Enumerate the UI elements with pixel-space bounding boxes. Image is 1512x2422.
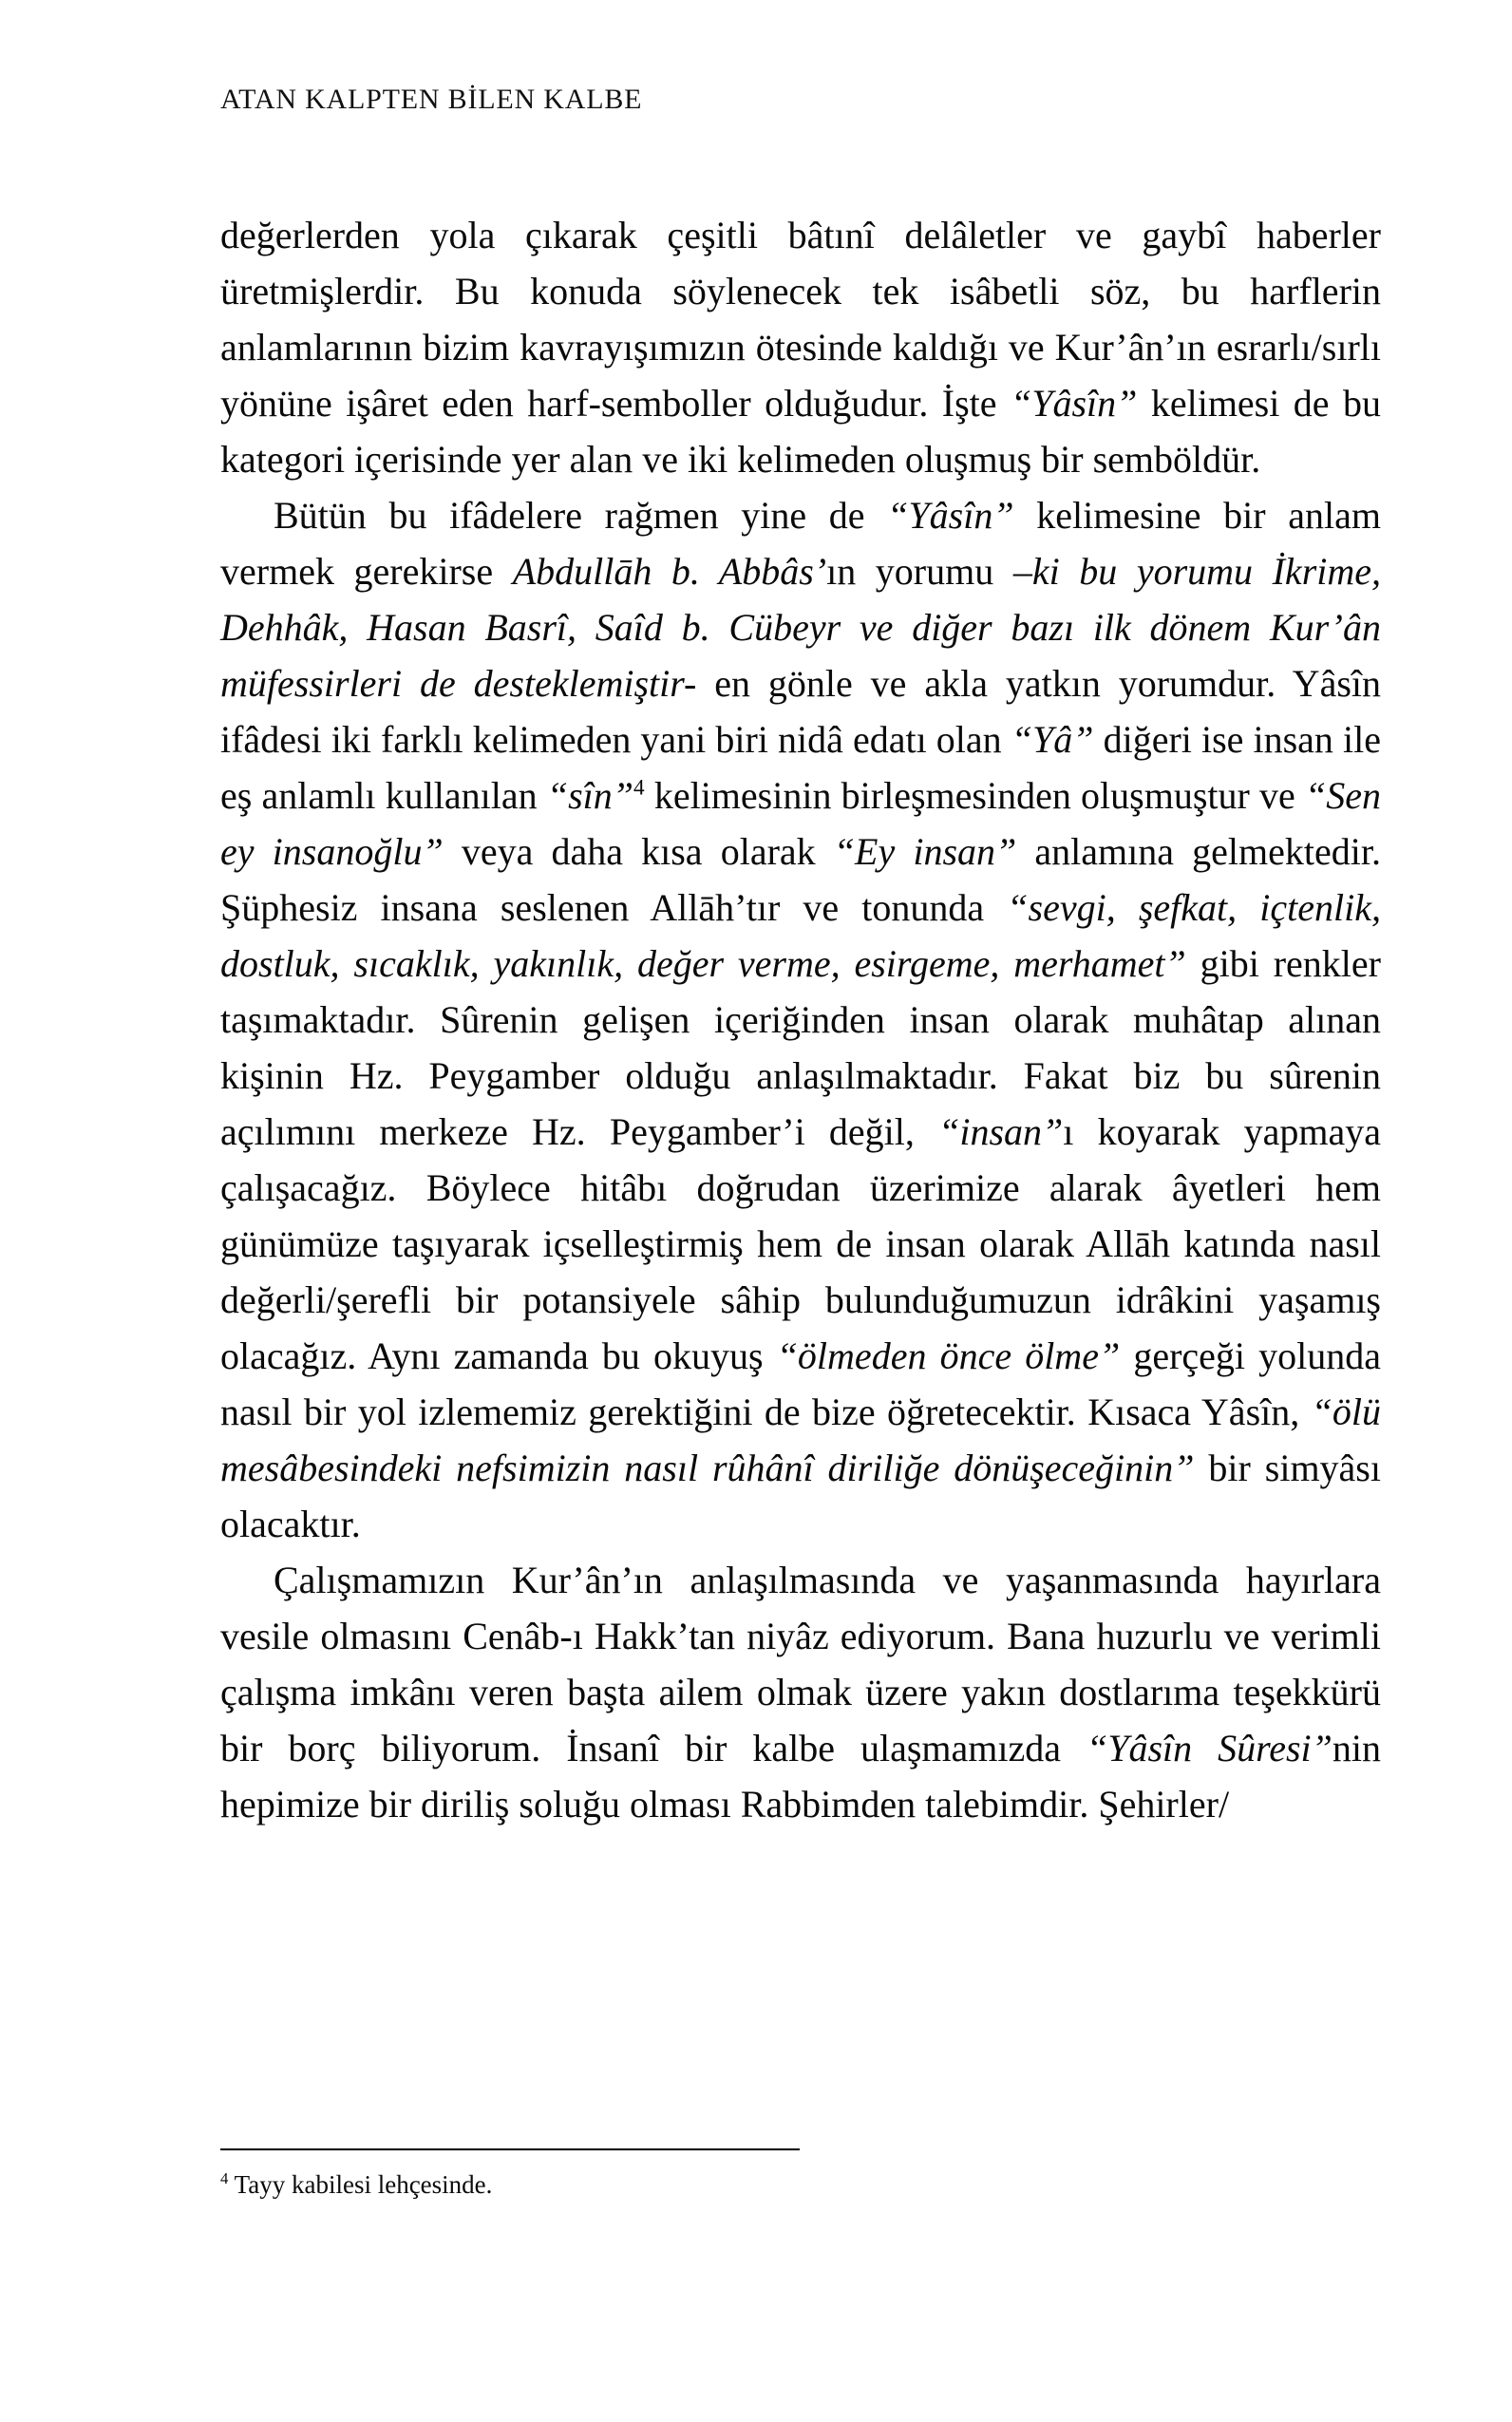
p2-quote-qualities-list: “sevgi, şefkat, içtenlik, dostluk, sıcaklık, yakınlık, değer verme, esirgeme, merhamet”	[220, 886, 1381, 985]
p2-quote-olu-mesabesindeki: “ölü mesâbesindeki nefsimizin nasıl rûhânî diriliğe dönüşeceğinin”	[220, 1391, 1381, 1489]
paragraph-3	[220, 1552, 1381, 1832]
p2-segment-8: anlamına gelmektedir. Şüphesiz insana seslenen Allāh’tır ve tonunda	[220, 830, 1381, 929]
running-header: ATAN KALPTEN BİLEN KALBE	[220, 84, 643, 115]
paragraph-1	[220, 207, 1381, 487]
p2-quote-ya: “Yâ”	[1011, 718, 1094, 761]
p3-segment-1: Çalışmamızın Kur’ân’ın anlaşılmasında ve yaşanmasında hayırlara vesile olmasını Cenâb-ı Hakk’tan niyâz ediyorum. Bana huzurlu ve verimli çalışma imkânı veren başta ailem olmak üzere yakın dostlarıma teşekkürü bir borç biliyorum. İnsanî bir kalbe ulaşmamızda	[220, 1559, 1381, 1769]
p2-segment-1: Bütün bu ifâdelere rağmen yine de	[274, 494, 888, 537]
footnote-separator-rule	[220, 2148, 800, 2150]
body-text-block	[220, 207, 1381, 1832]
p2-italic-mufessirler-aside: –ki bu yorumu İkrime, Dehhâk, Hasan Basrî, Saîd b. Cübeyr ve diğer bazı ilk dönem Kur’ân müfessirleri de desteklemiştir-	[220, 550, 1382, 705]
p2-segment-2: kelimesine bir anlam vermek gerekirse	[220, 494, 1381, 593]
footnote-text: Tayy kabilesi lehçesinde.	[228, 2170, 493, 2199]
p2-segment-12: bir simyâsı olacaktır.	[220, 1447, 1381, 1545]
p2-quote-yasin: “Yâsîn”	[887, 494, 1014, 537]
p1-quote-yasin: “Yâsîn”	[1010, 382, 1138, 425]
p2-quote-sen-ey-insanoglu: “Sen ey insanoğlu”	[220, 774, 1381, 873]
p2-segment-9: gibi renkler taşımaktadır. Sûrenin gelişen içeriğinden insan olarak muhâtap alınan kişinin Hz. Peygamber olduğu anlaşılmaktadır. Fakat biz bu sûrenin açılımını merkeze Hz. Peygamber’i değil,	[220, 942, 1381, 1153]
p2-segment-5: diğeri ise insan ile eş anlamlı kullanılan	[220, 718, 1381, 817]
p2-segment-6: kelimesinin birleşmesinden oluşmuştur ve	[644, 774, 1305, 817]
p2-quote-insan: “insan”	[938, 1110, 1064, 1153]
footnote-item	[220, 2167, 1381, 2202]
footnote-number: 4	[220, 2169, 229, 2187]
p3-segment-2: nin hepimize bir diriliş soluğu olması Rabbimden talebimdir. Şehirler/	[220, 1727, 1382, 1826]
paragraph-2	[220, 487, 1381, 1552]
p2-segment-11: gerçeği yolunda nasıl bir yol izlememiz gerektiğini de bize öğretecektir. Kısaca Yâsîn,	[220, 1334, 1382, 1433]
p1-segment-2: kelimesi de bu kategori içerisinde yer alan ve iki kelimeden oluşmuş bir semböldür.	[220, 382, 1382, 481]
p2-segment-7: veya daha kısa olarak	[443, 830, 834, 873]
p1-segment-1: değerlerden yola çıkarak çeşitli bâtınî delâletler ve gaybî haberler üretmişlerdir. Bu konuda söylenecek tek isâbetli söz, bu harflerin anlamlarının bizim kavrayışımızın ötesinde kaldığı ve Kur’ân’ın esrarlı/sırlı yönüne işâret eden harf-semboller olduğudur. İşte	[220, 214, 1381, 425]
p2-segment-4: en gönle ve akla yatkın yorumdur. Yâsîn ifâdesi iki farklı kelimeden yani biri nidâ edatı olan	[220, 662, 1382, 761]
footnote-reference-4[interactable]: 4	[633, 775, 645, 801]
p2-quote-ey-insan: “Ey insan”	[833, 830, 1017, 873]
p2-segment-3: ın yorumu	[826, 550, 1013, 593]
p2-quote-olmeden-once-olme: “ölmeden önce ölme”	[776, 1334, 1121, 1377]
p2-segment-10: ı koyarak yapmaya çalışacağız. Böylece hitâbı doğrudan üzerimize alarak âyetleri hem günümüze taşıyarak içselleştirmiş hem de insan olarak Allāh katında nasıl değerli/şerefli bir potansiyele sâhip bulunduğumuzun idrâkini yaşamış olacağız. Aynı zamanda bu okuyuş	[220, 1110, 1381, 1377]
p2-italic-abdullah-abbas: Abdullāh b. Abbâs’	[512, 550, 827, 593]
footnote-area	[220, 2148, 1381, 2202]
p2-quote-sin: “sîn”	[546, 774, 634, 817]
p3-quote-yasin-suresi: “Yâsîn Sûresi”	[1086, 1727, 1332, 1769]
